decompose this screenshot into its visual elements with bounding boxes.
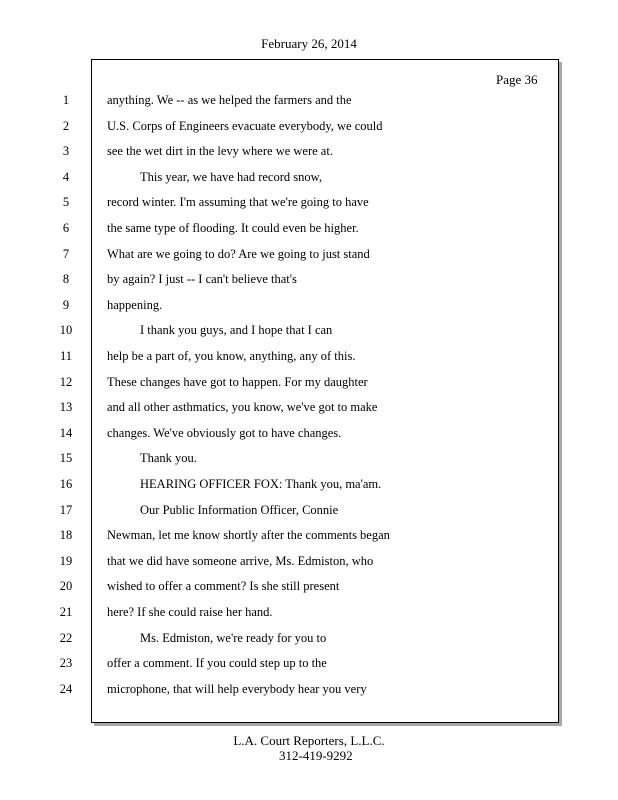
transcript-line [0, 221, 618, 241]
line-number: 8 [62, 272, 70, 287]
line-text: Ms. Edmiston, we're ready for you to [140, 630, 327, 645]
line-text: record winter. I'm assuming that we're going to have [107, 195, 369, 210]
line-text: by again? I just -- I can't believe that's [107, 272, 297, 287]
line-number: 22 [59, 630, 73, 645]
line-number: 19 [59, 553, 73, 568]
line-text: These changes have got to happen. For my daughter [107, 374, 368, 389]
line-number: 5 [62, 195, 70, 210]
transcript-line [0, 503, 618, 523]
page-number: Page 36 [496, 72, 538, 87]
transcript-line [0, 579, 618, 599]
line-number: 11 [59, 349, 73, 363]
transcript-line [0, 426, 618, 446]
transcript-line [0, 195, 618, 215]
line-number: 15 [59, 451, 73, 466]
line-text: see the wet dirt in the levy where we were at. [107, 144, 333, 159]
line-text: offer a comment. If you could step up to the [107, 656, 327, 671]
line-text: This year, we have had record snow, [140, 169, 322, 184]
line-number: 4 [62, 169, 70, 184]
line-number: 16 [59, 477, 73, 491]
transcript-line [0, 605, 618, 625]
line-text: the same type of flooding. It could even be higher. [107, 221, 359, 235]
transcript-line [0, 144, 618, 164]
line-number: 1 [62, 93, 70, 107]
line-text: happening. [107, 297, 163, 312]
transcript-line [0, 170, 618, 190]
transcript-line [0, 349, 618, 369]
line-number: 2 [62, 118, 70, 133]
line-text: and all other asthmatics, you know, we've got to make [107, 400, 378, 415]
line-text: changes. We've obviously got to have changes. [107, 425, 342, 440]
line-text: microphone, that will help everybody hear you very [107, 681, 367, 696]
transcript-line [0, 656, 618, 676]
transcript-line [0, 451, 618, 471]
line-number: 23 [59, 656, 73, 671]
line-number: 3 [62, 144, 70, 159]
transcript-line [0, 631, 618, 651]
transcript-line [0, 477, 618, 497]
line-number: 20 [59, 579, 73, 594]
footer-phone: 312-419-9292 [279, 748, 353, 763]
transcript-line [0, 119, 618, 139]
line-text: U.S. Corps of Engineers evacuate everybody, we could [107, 118, 383, 133]
line-number: 13 [59, 400, 73, 415]
transcript-line [0, 528, 618, 548]
transcript-line [0, 93, 618, 113]
line-text: HEARING OFFICER FOX: Thank you, ma'am. [140, 477, 382, 491]
line-text: I thank you guys, and I hope that I can [140, 323, 333, 338]
line-number: 12 [59, 374, 73, 389]
transcript-line [0, 323, 618, 343]
line-number: 21 [59, 605, 73, 619]
line-number: 14 [59, 425, 73, 440]
transcript-line [0, 554, 618, 574]
transcript-line [0, 375, 618, 395]
line-number: 24 [59, 681, 73, 696]
line-text: help be a part of, you know, anything, any of this. [107, 349, 356, 363]
line-number: 7 [62, 246, 70, 261]
transcript-line [0, 400, 618, 420]
line-text: Thank you. [140, 451, 197, 466]
line-text: anything. We -- as we helped the farmers and the [107, 93, 352, 107]
line-number: 18 [59, 528, 73, 543]
line-number: 9 [62, 297, 70, 312]
line-text: here? If she could raise her hand. [107, 605, 273, 619]
transcript-line [0, 247, 618, 267]
line-text: What are we going to do? Are we going to just stand [107, 246, 370, 261]
transcript-line [0, 272, 618, 292]
line-text: Newman, let me know shortly after the comments began [107, 528, 390, 543]
header-date: February 26, 2014 [261, 36, 357, 51]
transcript-line [0, 682, 618, 702]
line-number: 17 [59, 502, 73, 517]
transcript-line [0, 298, 618, 318]
line-number: 6 [62, 221, 70, 235]
line-number: 10 [59, 323, 73, 338]
line-text: Our Public Information Officer, Connie [140, 502, 339, 517]
line-text: that we did have someone arrive, Ms. Edmiston, who [107, 553, 374, 568]
footer-company: L.A. Court Reporters, L.L.C. [233, 733, 385, 748]
line-text: wished to offer a comment? Is she still present [107, 579, 340, 594]
